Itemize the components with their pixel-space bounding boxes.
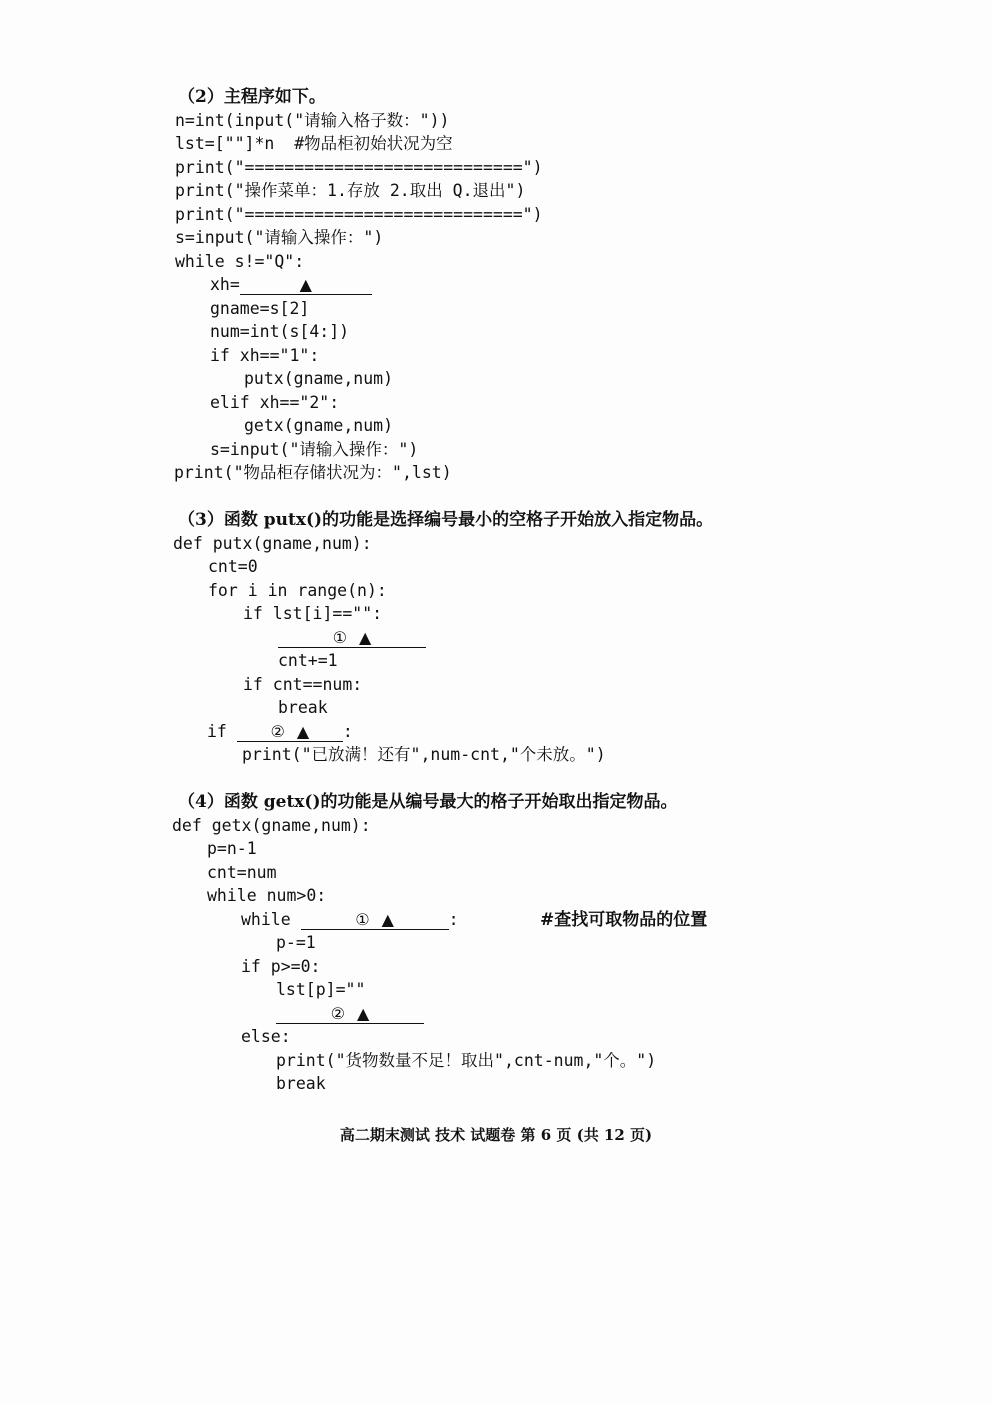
code-line: if lst[i]=="": [243,604,383,623]
code-line: def putx(gname,num): [173,534,372,553]
code-line: if xh=="1": [210,346,320,365]
answer-blank [276,1003,424,1024]
circle-one-marker: ① [332,628,348,647]
answer-blank [237,721,343,742]
code-line: break [276,1074,326,1093]
answer-blank [301,909,449,930]
code-text: : [342,722,353,741]
answer-blank [240,274,372,295]
code-line: lst=[""]*n #物品柜初始状况为空 [175,134,453,153]
code-line: p=n-1 [207,839,257,858]
code-line: print("已放满！还有",num-cnt,"个未放。") [242,745,606,764]
triangle-icon: ▲ [299,275,312,294]
code-line: while s!="Q": [175,252,305,271]
code-line: if p>=0: [241,957,321,976]
code-line: p-=1 [276,933,316,952]
code-line-with-blank [241,909,459,931]
code-line: print("操作菜单：1.存放 2.取出 Q.退出") [175,181,526,200]
triangle-icon: ▲ [296,722,310,741]
code-comment: #查找可取物品的位置 [540,910,708,930]
code-line-with-blank [276,1003,424,1025]
code-line: break [278,698,328,717]
code-text: : [448,910,459,929]
code-line: print("货物数量不足！取出",cnt-num,"个。") [276,1051,657,1070]
code-line: print("============================") [175,158,543,177]
code-text: xh= [210,275,240,294]
code-line: for i in range(n): [208,581,387,600]
section3-heading: （3）函数 putx()的功能是选择编号最小的空格子开始放入指定物品。 [178,510,714,530]
code-line: cnt=0 [208,557,258,576]
code-text: if [207,722,237,741]
code-line: num=int(s[4:]) [210,322,350,341]
triangle-icon: ▲ [381,910,394,929]
code-line: lst[p]="" [276,980,366,999]
code-line: print("物品柜存储状况为：",lst) [174,463,452,482]
code-line: else: [241,1027,291,1046]
code-line-with-blank [207,721,353,743]
code-line: getx(gname,num) [244,416,394,435]
code-line: while num>0: [207,886,327,905]
code-line: if cnt==num: [243,675,363,694]
triangle-icon: ▲ [357,1004,370,1023]
code-line: cnt+=1 [278,651,338,670]
answer-blank [278,627,426,648]
code-line: print("============================") [175,205,543,224]
triangle-icon: ▲ [359,628,372,647]
code-line: n=int(input("请输入格子数：")) [175,111,450,130]
section2-heading: （2）主程序如下。 [178,87,326,107]
code-line-with-blank [210,274,372,296]
code-line: s=input("请输入操作：") [175,228,384,247]
page-footer: 高二期末测试 技术 试题卷 第 6 页 (共 12 页) [339,1126,653,1144]
code-line: gname=s[2] [210,299,310,318]
circle-two-marker: ② [270,722,285,741]
circle-one-marker: ① [355,910,370,929]
code-line: s=input("请输入操作：") [210,440,419,459]
code-text: while [241,910,301,929]
code-line-with-blank [278,627,426,649]
section4-heading: （4）函数 getx()的功能是从编号最大的格子开始取出指定物品。 [178,792,678,812]
code-line: putx(gname,num) [244,369,394,388]
code-line: cnt=num [207,863,277,882]
code-line: def getx(gname,num): [172,816,371,835]
circle-two-marker: ② [330,1004,346,1023]
code-line: elif xh=="2": [210,393,340,412]
